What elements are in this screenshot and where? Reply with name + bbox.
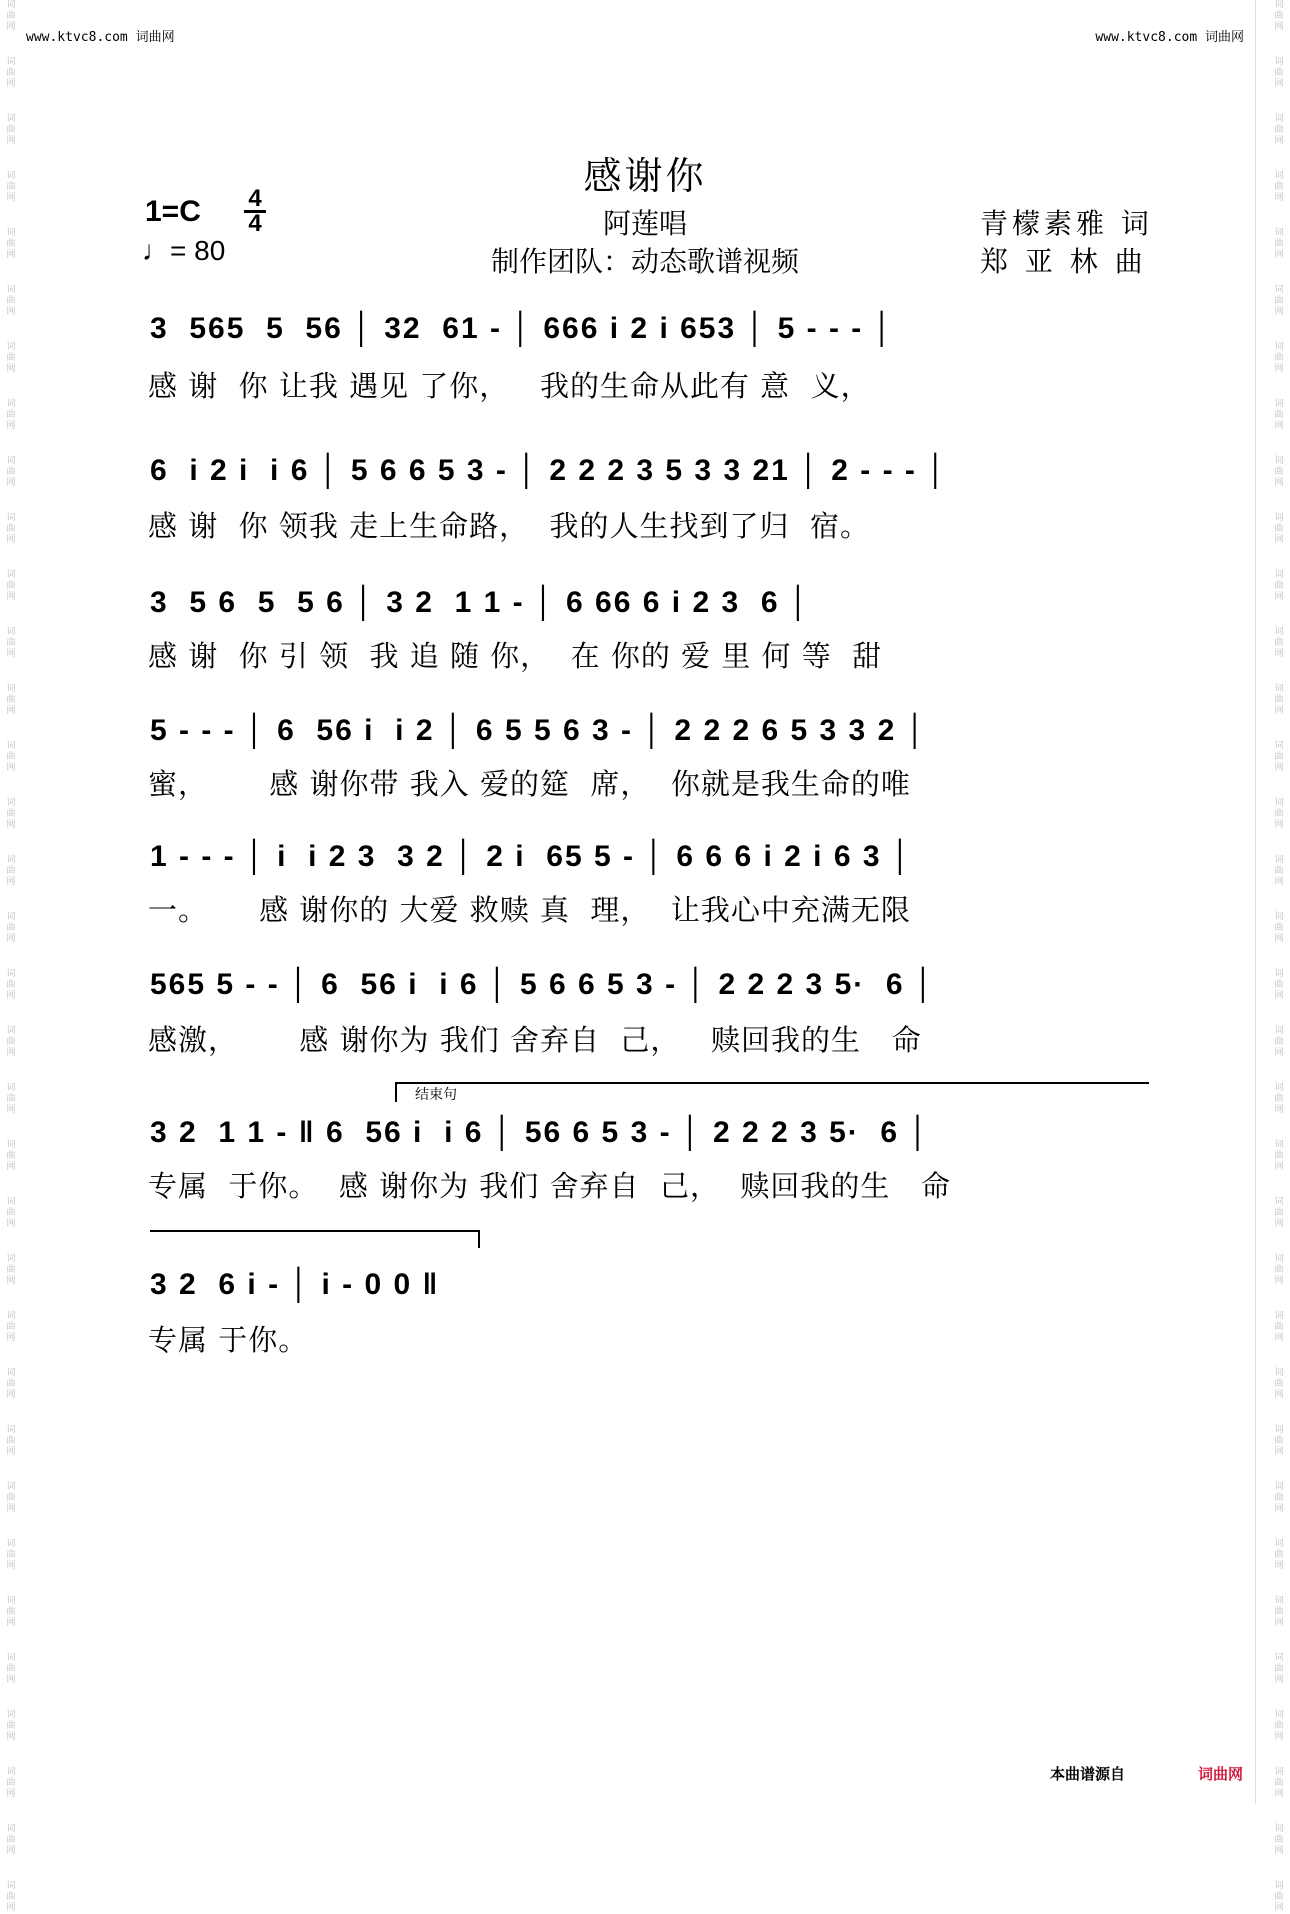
notation-row-5: 1 - - - │ i i 2 3 3 2 │ 2 i 65 5 - │ 6 6 6 i 2 i 6 3 │: [150, 840, 913, 873]
lyric-row-1: 感 谢 你 让我 遇见 了你， 我的生命从此有 意 义，: [148, 369, 871, 403]
watermark-glyph: 词 曲 网: [6, 1083, 16, 1115]
watermark-glyph: 词 曲 网: [1274, 1881, 1284, 1913]
final-bracket: [150, 1230, 480, 1248]
tempo: ♩= 80: [142, 235, 226, 266]
watermark-glyph: 词 曲 网: [6, 1026, 16, 1058]
watermark-glyph: 词 曲 网: [6, 228, 16, 260]
watermark-glyph: 词 曲 网: [1274, 228, 1284, 260]
watermark-glyph: 词 曲 网: [1274, 1254, 1284, 1286]
notation-row-7: 3 2 1 1 - ‖ 6 56 i i 6 │ 56 6 5 3 - │ 2 2 2 3 5· 6 │: [150, 1116, 931, 1149]
lyric-row-7: 专属 于你。 感 谢你为 我们 舍弃自 己， 赎回我的生 命: [148, 1169, 952, 1203]
watermark-glyph: 词 曲 网: [6, 684, 16, 716]
watermark-glyph: 词 曲 网: [1274, 684, 1284, 716]
watermark-glyph: 词 曲 网: [1274, 1767, 1284, 1799]
watermark-glyph: 词 曲 网: [6, 1311, 16, 1343]
watermark-glyph: 词 曲 网: [1274, 285, 1284, 317]
watermark-glyph: 词 曲 网: [1274, 741, 1284, 773]
watermark-glyph: 词 曲 网: [1274, 1026, 1284, 1058]
watermark-glyph: 词 曲 网: [6, 0, 16, 32]
watermark-glyph: 词 曲 网: [6, 1140, 16, 1172]
watermark-glyph: 词 曲 网: [1274, 912, 1284, 944]
watermark-glyph: 词 曲 网: [6, 399, 16, 431]
watermark-glyph: 词 曲 网: [1274, 456, 1284, 488]
watermark-glyph: 词 曲 网: [6, 1482, 16, 1514]
watermark-glyph: 词 曲 网: [1274, 513, 1284, 545]
lyric-row-6: 感激， 感 谢你为 我们 舍弃自 己， 赎回我的生 命: [148, 1023, 922, 1057]
watermark-glyph: 词 曲 网: [6, 912, 16, 944]
lyric-row-2: 感 谢 你 领我 走上生命路， 我的人生找到了归 宿。: [148, 509, 870, 543]
watermark-glyph: 词 曲 网: [1274, 798, 1284, 830]
singer: 阿莲唱: [602, 207, 687, 240]
watermark-glyph: 词 曲 网: [1274, 57, 1284, 89]
watermark-glyph: 词 曲 网: [6, 1368, 16, 1400]
watermark-glyph: 词 曲 网: [1274, 0, 1284, 32]
watermark-glyph: 词 曲 网: [6, 1425, 16, 1457]
url-left: www.ktvc8.com 词曲网: [26, 30, 175, 45]
watermark-glyph: 词 曲 网: [6, 570, 16, 602]
watermark-glyph: 词 曲 网: [1274, 1425, 1284, 1457]
watermark-glyph: 词 曲 网: [6, 1881, 16, 1913]
watermark-glyph: 词 曲 网: [6, 1197, 16, 1229]
watermark-glyph: 词 曲 网: [6, 1767, 16, 1799]
watermark-glyph: 词 曲 网: [6, 741, 16, 773]
watermark-glyph: 词 曲 网: [6, 1710, 16, 1742]
notation-row-1: 3 565 5 56 │ 32 61 - │ 666 i 2 i 653 │ 5 - - - │: [150, 312, 895, 345]
watermark-glyph: 词 曲 网: [1274, 1539, 1284, 1571]
notation-row-3: 3 5 6 5 5 6 │ 3 2 1 1 - │ 6 66 6 i 2 3 6 │: [150, 586, 811, 619]
watermark-glyph: 词 曲 网: [1274, 969, 1284, 1001]
watermark-glyph: 词 曲 网: [1274, 1596, 1284, 1628]
watermark-glyph: 词 曲 网: [1274, 1140, 1284, 1172]
notation-row-2: 6 i 2 i i 6 │ 5 6 6 5 3 - │ 2 2 2 3 5 3 3 21 │ 2 - - - │: [150, 454, 949, 487]
time-top: 4: [248, 185, 262, 212]
watermark-glyph: 词 曲 网: [6, 1824, 16, 1856]
watermark-glyph: 词 曲 网: [1274, 342, 1284, 374]
watermark-glyph: 词 曲 网: [6, 1254, 16, 1286]
watermark-glyph: 词 曲 网: [6, 342, 16, 374]
lyric-row-8: 专属 于你。: [148, 1323, 309, 1357]
watermark-glyph: 词 曲 网: [1274, 114, 1284, 146]
watermark-glyph: 词 曲 网: [6, 969, 16, 1001]
watermark-glyph: 词 曲 网: [1274, 1824, 1284, 1856]
watermark-glyph: 词 曲 网: [1274, 171, 1284, 203]
lyricist: 青檬素雅 词: [980, 207, 1153, 240]
watermark-glyph: 词 曲 网: [6, 798, 16, 830]
watermark-glyph: 词 曲 网: [6, 1653, 16, 1685]
watermark-glyph: 词 曲 网: [6, 114, 16, 146]
watermark-glyph: 词 曲 网: [1274, 1197, 1284, 1229]
notation-row-8: 3 2 6 i - │ i - 0 0 ‖: [150, 1268, 440, 1301]
watermark-glyph: 词 曲 网: [1274, 570, 1284, 602]
watermark-glyph: 词 曲 网: [6, 285, 16, 317]
footer-source: 本曲谱源自: [1050, 1765, 1126, 1783]
watermark-glyph: 词 曲 网: [6, 456, 16, 488]
watermark-glyph: 词 曲 网: [1274, 1083, 1284, 1115]
ending-label: 结束句: [415, 1087, 457, 1103]
watermark-glyph: 词 曲 网: [1274, 1710, 1284, 1742]
lyric-row-5: 一。 感 谢你的 大爱 救赎 真 理， 让我心中充满无限: [148, 893, 911, 927]
watermark-glyph: 词 曲 网: [6, 1596, 16, 1628]
watermark-glyph: 词 曲 网: [6, 855, 16, 887]
watermark-glyph: 词 曲 网: [1274, 1653, 1284, 1685]
url-right: www.ktvc8.com 词曲网: [1095, 30, 1244, 45]
watermark-glyph: 词 曲 网: [6, 1539, 16, 1571]
song-title: 感谢你: [583, 154, 707, 198]
lyric-row-3: 感 谢 你 引 领 我 追 随 你， 在 你的 爱 里 何 等 甜: [148, 639, 883, 673]
watermark-glyph: 词 曲 网: [1274, 399, 1284, 431]
footer-brand[interactable]: 词曲网: [1198, 1765, 1244, 1783]
notation-row-6: 565 5 - - │ 6 56 i i 6 │ 5 6 6 5 3 - │ 2 2 2 3 5· 6 │: [150, 968, 936, 1001]
notation-row-4: 5 - - - │ 6 56 i i 2 │ 6 5 5 6 3 - │ 2 2 2 6 5 3 3 2 │: [150, 714, 928, 747]
lyric-row-4: 蜜， 感 谢你带 我入 爱的筵 席， 你就是我生命的唯: [148, 767, 911, 801]
composer: 郑 亚 林 曲: [980, 245, 1147, 278]
watermark-glyph: 词 曲 网: [6, 513, 16, 545]
key-signature: 1=C: [145, 195, 201, 228]
watermark-glyph: 词 曲 网: [6, 171, 16, 203]
ending-bracket: [395, 1082, 1149, 1102]
watermark-glyph: 词 曲 网: [6, 57, 16, 89]
team: 制作团队：动态歌谱视频: [490, 245, 799, 278]
watermark-glyph: 词 曲 网: [1274, 1482, 1284, 1514]
time-bottom: 4: [248, 210, 262, 237]
watermark-glyph: 词 曲 网: [6, 627, 16, 659]
watermark-glyph: 词 曲 网: [1274, 1368, 1284, 1400]
watermark-glyph: 词 曲 网: [1274, 855, 1284, 887]
watermark-glyph: 词 曲 网: [1274, 1311, 1284, 1343]
watermark-glyph: 词 曲 网: [1274, 627, 1284, 659]
